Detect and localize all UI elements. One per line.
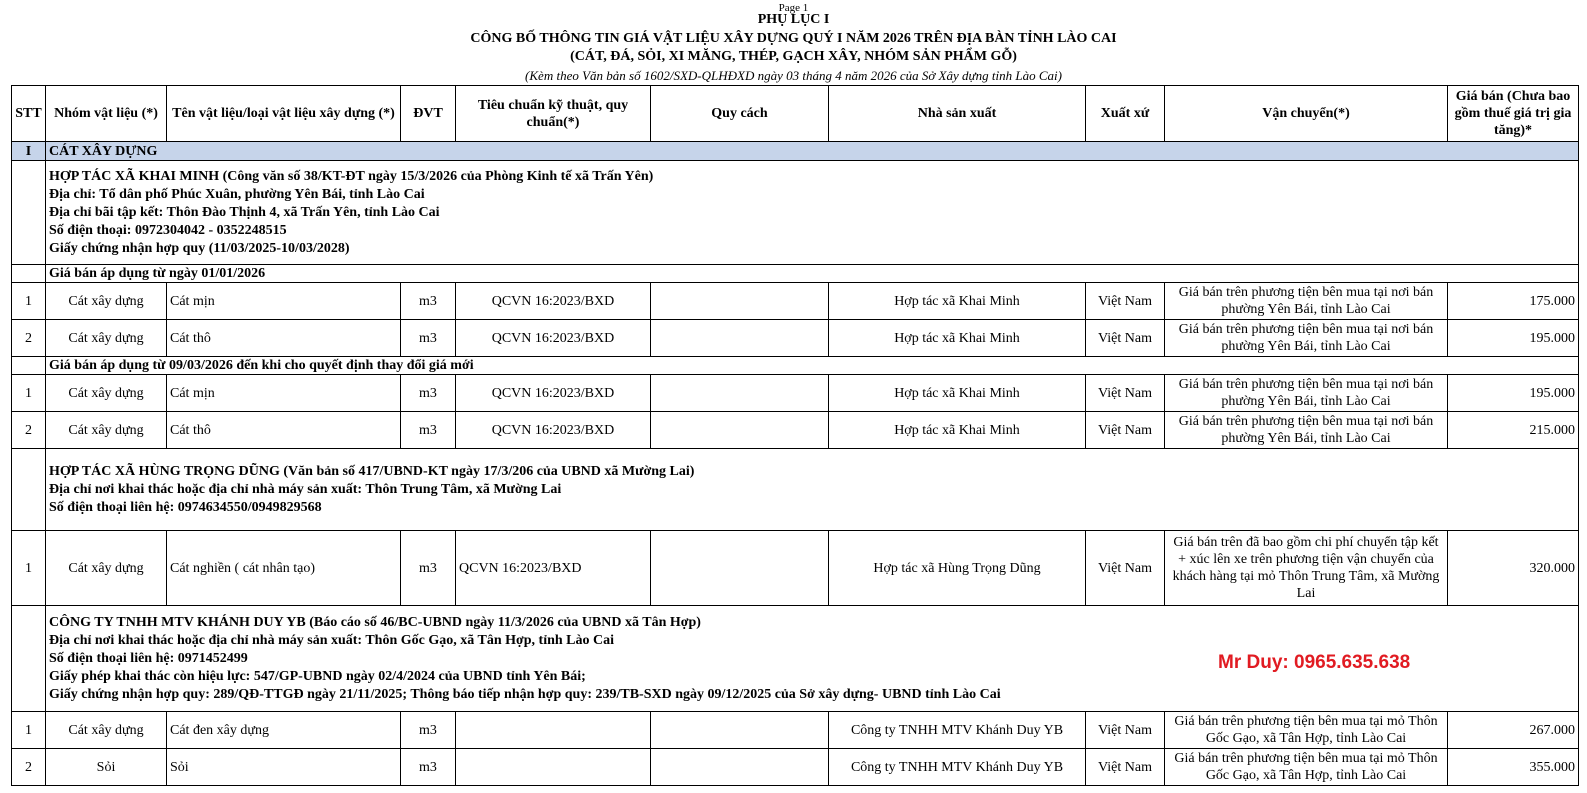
section-label: CÁT XÂY DỰNG: [46, 142, 1579, 161]
period-label: Giá bán áp dụng từ ngày 01/01/2026: [46, 265, 1579, 283]
col-standard: Tiêu chuẩn kỹ thuật, quy chuẩn(*): [456, 86, 651, 142]
period-label: Giá bán áp dụng từ 09/03/2026 đến khi cho quyết định thay đổi giá mới: [46, 357, 1579, 375]
period-row: [12, 265, 1579, 283]
col-spec: Quy cách: [651, 86, 829, 142]
table-row: 2 Cát xây dựng Cát thô m3 QCVN 16:2023/BXD Hợp tác xã Khai Minh Việt Nam Giá bán trên phương tiện bên mua tại nơi bán phường Yên Bái, tỉnh Lào Cai 195.000: [12, 320, 1579, 357]
supplier-info: [46, 449, 1579, 531]
page-label: Page 1: [778, 2, 809, 14]
supplier-line: Địa chỉ nơi khai thác hoặc địa chỉ nhà máy sản xuất: Thôn Gốc Gạo, xã Tân Hợp, tỉnh Lào Cai: [49, 632, 614, 648]
supplier-line: Giấy chứng nhận hợp quy: 289/QĐ-TTGĐ ngày 21/11/2025; Thông báo tiếp nhận hợp quy: 239/TB-SXD ngày 09/12/2025 của Sở xây dựng- UBND tỉnh Lào Cai: [49, 686, 1001, 702]
table-row: 1 Cát xây dựng Cát mịn m3 QCVN 16:2023/BXD Hợp tác xã Khai Minh Việt Nam Giá bán trên phương tiện bên mua tại nơi bán phường Yên Bái, tỉnh Lào Cai 195.000: [12, 375, 1579, 412]
supplier-line: HỢP TÁC XÃ HÙNG TRỌNG DŨNG (Văn bản số 417/UBND-KT ngày 17/3/206 của UBND xã Mường Lai): [49, 463, 695, 479]
supplier-line: CÔNG TY TNHH MTV KHÁNH DUY YB (Báo cáo số 46/BC-UBND ngày 11/3/2026 của UBND xã Tân Hợp): [49, 614, 701, 630]
supplier-line: HỢP TÁC XÃ KHAI MINH (Công văn số 38/KT-ĐT ngày 15/3/2026 của Phòng Kinh tế xã Trấn Yên): [49, 168, 654, 184]
price-table: [11, 85, 1579, 786]
col-manufacturer: Nhà sản xuất: [829, 86, 1086, 142]
supplier-line: Địa chỉ nơi khai thác hoặc địa chỉ nhà máy sản xuất: Thôn Trung Tâm, xã Mường Lai: [49, 481, 562, 497]
document-note: (Kèm theo Văn bản số 1602/SXD-QLHĐXD ngày 03 tháng 4 năm 2026 của Sở Xây dựng tỉnh Lào Cai): [525, 68, 1062, 83]
section-number: I: [12, 142, 46, 161]
col-group: Nhóm vật liệu (*): [46, 86, 167, 142]
supplier-line: Số điện thoại: 0972304042 - 0352248515: [49, 222, 287, 238]
supplier-line: Địa chỉ bãi tập kết: Thôn Đào Thịnh 4, xã Trấn Yên, tỉnh Lào Cai: [49, 204, 440, 220]
table-row: 1 Cát xây dựng Cát mịn m3 QCVN 16:2023/BXD Hợp tác xã Khai Minh Việt Nam Giá bán trên phương tiện bên mua tại nơi bán phường Yên Bái, tỉnh Lào Cai 175.000: [12, 283, 1579, 320]
col-transport: Vận chuyển(*): [1165, 86, 1448, 142]
document-title: CÔNG BỐ THÔNG TIN GIÁ VẬT LIỆU XÂY DỰNG QUÝ I NĂM 2026 TRÊN ĐỊA BÀN TỈNH LÀO CAI: [470, 31, 1117, 46]
supplier-block: [12, 449, 1579, 531]
col-price: Giá bán (Chưa bao gồm thuế giá trị gia tăng)*: [1448, 86, 1579, 142]
col-stt: STT: [12, 86, 46, 142]
col-unit: ĐVT: [401, 86, 456, 142]
table-row: 2 Cát xây dựng Cát thô m3 QCVN 16:2023/BXD Hợp tác xã Khai Minh Việt Nam Giá bán trên phương tiện bên mua tại nơi bán phường Yên Bái, tỉnh Lào Cai 215.000: [12, 412, 1579, 449]
supplier-line: Giấy chứng nhận hợp quy (11/03/2025-10/03/2028): [49, 240, 350, 256]
header-row: [12, 86, 1579, 142]
appendix-title: PHỤ LỤC I: [757, 12, 830, 27]
supplier-info: [46, 161, 1579, 265]
table-row: 1 Cát xây dựng Cát nghiền ( cát nhân tạo) m3 QCVN 16:2023/BXD Hợp tác xã Hùng Trọng Dũng Việt Nam Giá bán trên đã bao gồm chi phí chuyển tập kết + xúc lên xe trên phương tiện vận chuyển của khách hàng tại mỏ Thôn Trung Tâm, xã Mường Lai 320.000: [12, 531, 1579, 606]
supplier-line: Số điện thoại liên hệ: 0971452499: [49, 650, 248, 666]
supplier-line: Số điện thoại liên hệ: 0974634550/0949829568: [49, 499, 322, 515]
col-name: Tên vật liệu/loại vật liệu xây dựng (*): [167, 86, 401, 142]
period-row: [12, 357, 1579, 375]
table-row: 1 Cát xây dựng Cát đen xây dựng m3 Công ty TNHH MTV Khánh Duy YB Việt Nam Giá bán trên phương tiện bên mua tại mỏ Thôn Gốc Gạo, xã Tân Hợp, tỉnh Lào Cai 267.000: [12, 712, 1579, 749]
supplier-line: Giấy phép khai thác còn hiệu lực: 547/GP-UBND ngày 02/4/2024 của UBND tỉnh Yên Bái;: [49, 668, 586, 684]
table-row: 2 Sỏi Sỏi m3 Công ty TNHH MTV Khánh Duy YB Việt Nam Giá bán trên phương tiện bên mua tại mỏ Thôn Gốc Gạo, xã Tân Hợp, tỉnh Lào Cai 355.000: [12, 749, 1579, 786]
contact-overlay: Mr Duy: 0965.635.638: [1218, 652, 1411, 673]
document-subtitle: (CÁT, ĐÁ, SỎI, XI MĂNG, THÉP, GẠCH XÂY, NHÓM SẢN PHẨM GỖ): [570, 49, 1017, 64]
supplier-line: Địa chỉ: Tổ dân phố Phúc Xuân, phường Yên Bái, tỉnh Lào Cai: [49, 186, 425, 202]
col-origin: Xuất xứ: [1086, 86, 1165, 142]
supplier-block: [12, 161, 1579, 265]
section-row: [12, 142, 1579, 161]
